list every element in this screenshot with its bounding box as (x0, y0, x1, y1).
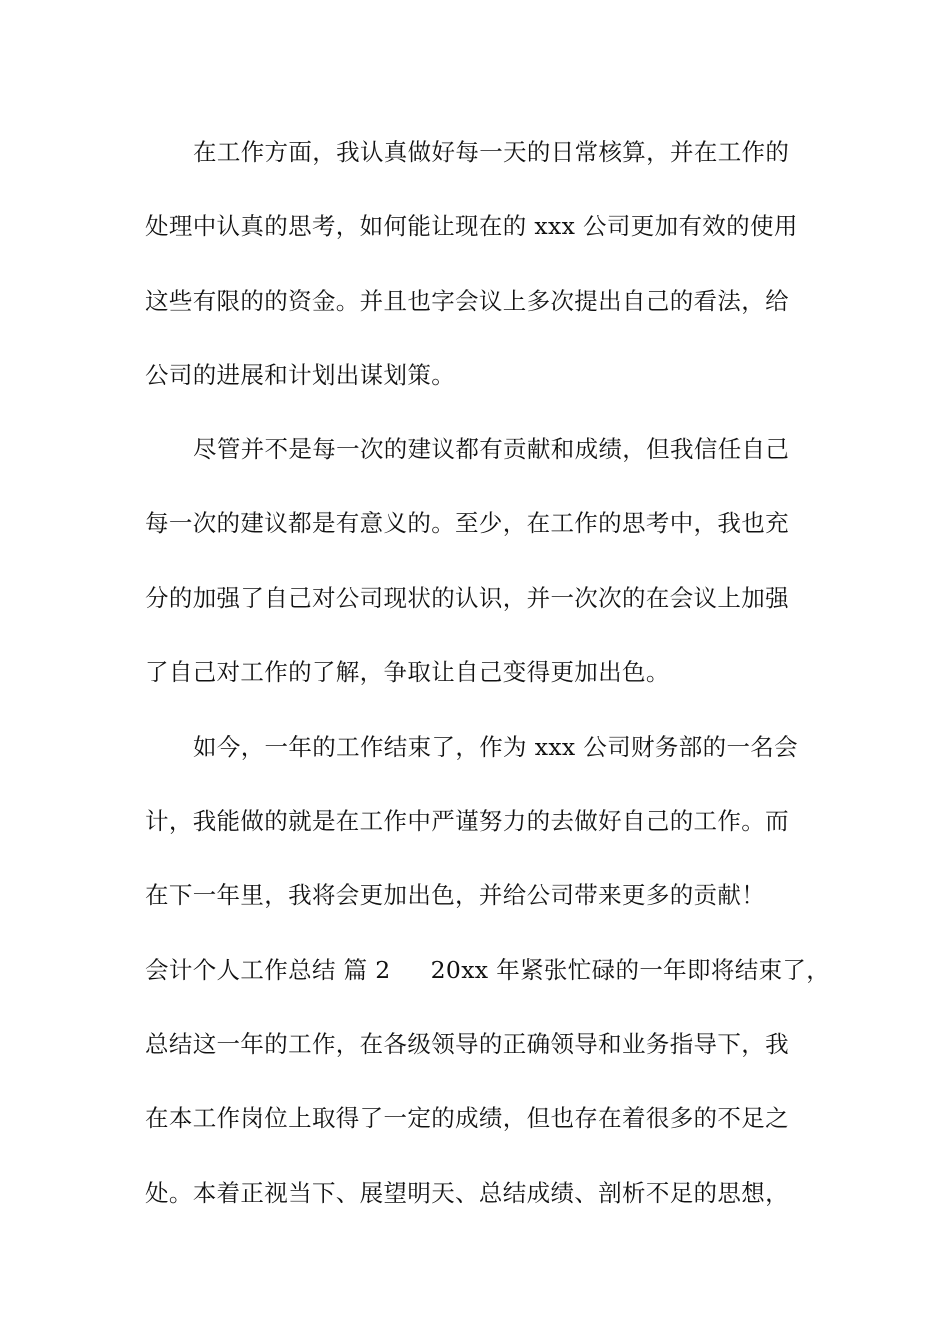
paragraph-1-line-3: 这些有限的的资金。并且也字会议上多次提出自己的看法，给 (145, 287, 789, 315)
paragraph-1-line-1: 在工作方面，我认真做好每一天的日常核算，并在工作的 (193, 138, 790, 166)
paragraph-2-line-3: 分的加强了自己对公司现状的认识，并一次次的在会议上加强 (145, 584, 789, 612)
section-2-line-4: 处。本着正视当下、展望明天、总结成绩、剖析不足的思想， (145, 1179, 789, 1207)
section-2-intro-text: 20xx 年紧张忙碌的一年即将结束了， (430, 956, 831, 984)
paragraph-2-line-2: 每一次的建议都是有意义的。至少，在工作的思考中，我也充 (145, 509, 789, 537)
paragraph-1-line-2: 处理中认真的思考，如何能让现在的 xxx 公司更加有效的使用 (145, 212, 798, 240)
section-2-first-line (145, 950, 835, 990)
paragraph-3-line-2: 计，我能做的就是在工作中严谨努力的去做好自己的工作。而 (145, 807, 789, 835)
paragraph-1-line-4: 公司的进展和计划出谋划策。 (145, 361, 456, 389)
paragraph-2-line-1: 尽管并不是每一次的建议都有贡献和成绩，但我信任自己 (193, 435, 790, 463)
section-2-line-3: 在本工作岗位上取得了一定的成绩，但也存在着很多的不足之 (145, 1104, 789, 1132)
paragraph-2-line-4: 了自己对工作的了解，争取让自己变得更加出色。 (145, 658, 670, 686)
paragraph-3-line-3: 在下一年里，我将会更加出色，并给公司带来更多的贡献！ (145, 881, 766, 909)
paragraph-3-line-1: 如今，一年的工作结束了，作为 xxx 公司财务部的一名会 (193, 733, 798, 761)
section-2-line-2: 总结这一年的工作，在各级领导的正确领导和业务指导下，我 (145, 1030, 789, 1058)
section-2-heading: 会计个人工作总结 篇 2 (145, 956, 391, 984)
